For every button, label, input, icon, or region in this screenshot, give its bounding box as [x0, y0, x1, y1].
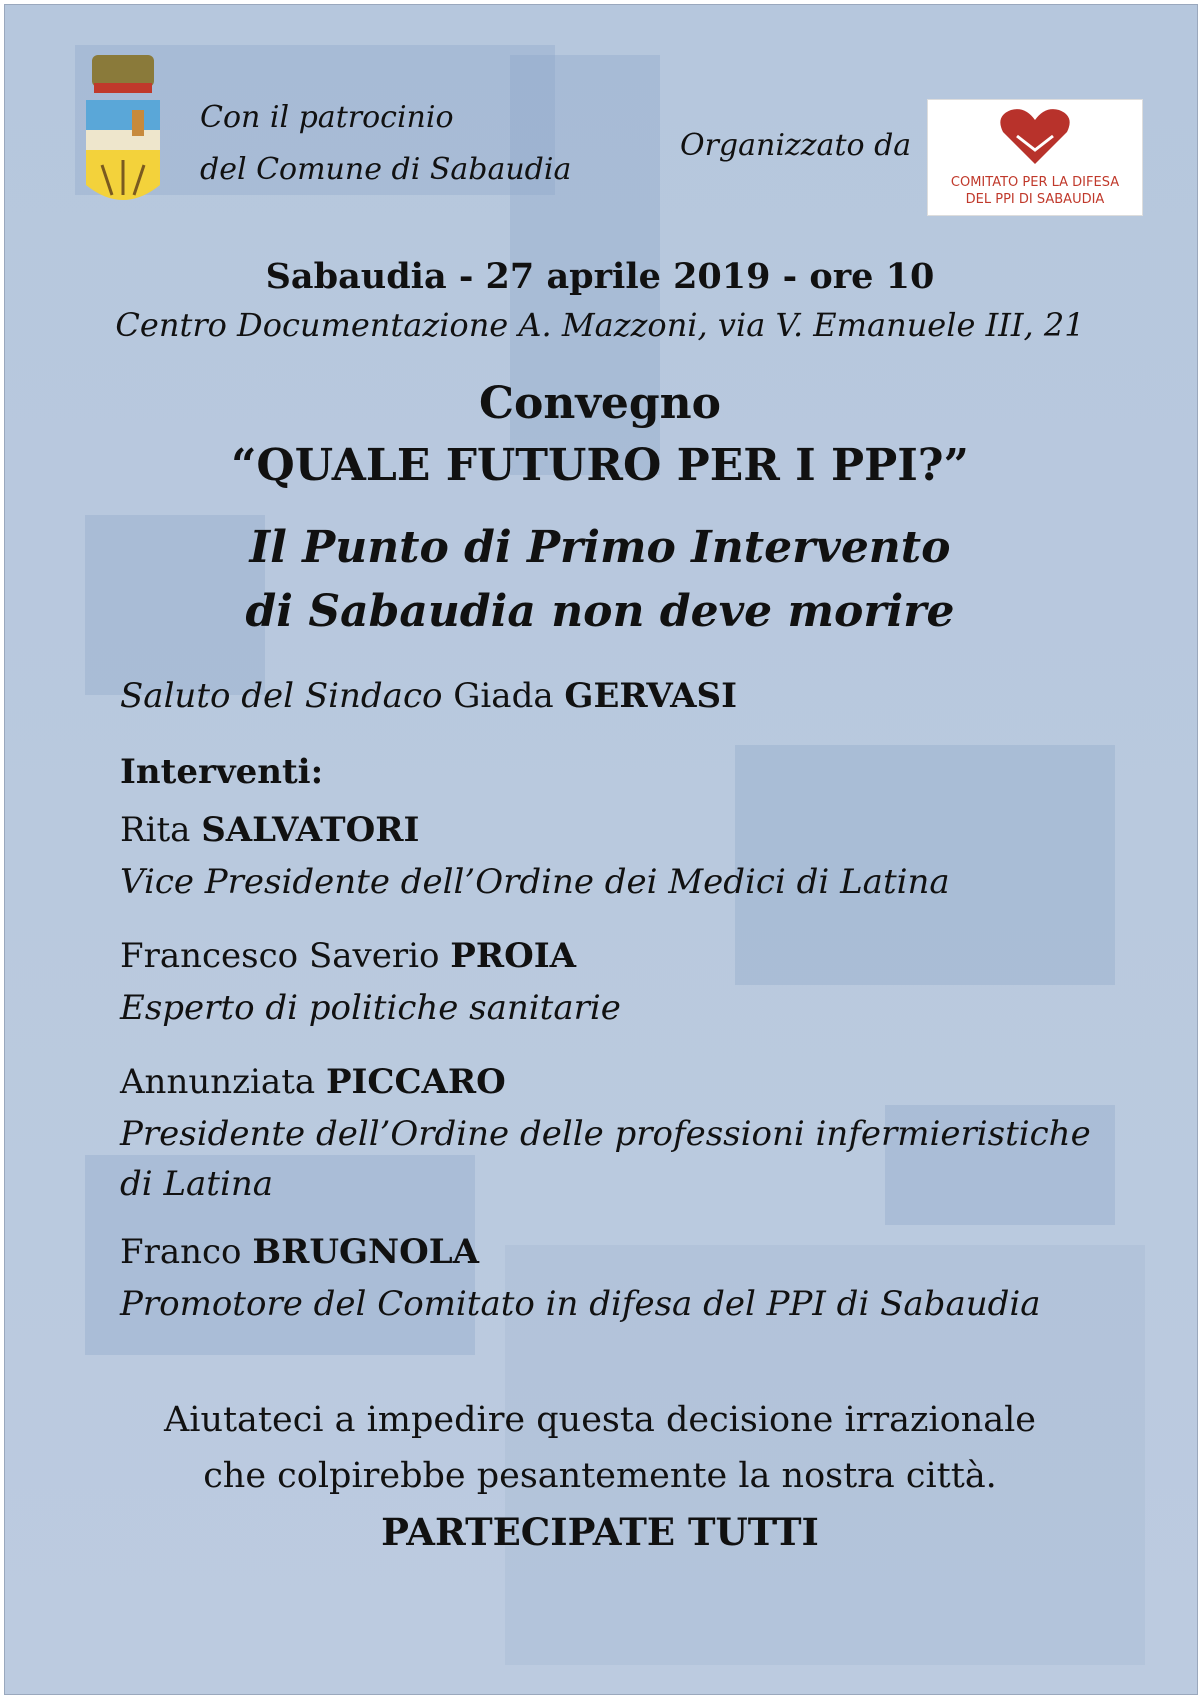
organizer-logo	[927, 99, 1143, 216]
speaker-role: Promotore del Comitato in difesa del PPI di Sabaudia	[120, 1284, 1041, 1324]
speaker-role: Presidente dell’Ordine delle professioni infermieristiche	[120, 1114, 1091, 1154]
speaker-last-name: PICCARO	[325, 1062, 506, 1102]
subtitle-line-1: Il Punto di Primo Intervento	[249, 522, 951, 573]
speaker-name	[120, 1232, 479, 1272]
heart-hands-icon	[995, 106, 1075, 166]
speaker-name	[120, 810, 419, 850]
date-line: Sabaudia - 27 aprile 2019 - ore 10	[265, 256, 935, 297]
venue: Centro Documentazione A. Mazzoni, via V. Emanuele III, 21	[115, 306, 1085, 344]
patronage-line-1: Con il patrocinio	[200, 100, 454, 135]
sabaudia-coat-of-arms-logo	[82, 55, 164, 215]
subtitle-line-2: di Sabaudia non deve morire	[245, 586, 955, 637]
speaker-last-name: PROIA	[450, 936, 576, 976]
speaker-first-name: Annunziata	[120, 1062, 316, 1102]
speaker-last-name: BRUGNOLA	[252, 1232, 480, 1272]
patronage-line-2: del Comune di Sabaudia	[200, 152, 572, 187]
organizer-logo-line-1: COMITATO PER LA DIFESA	[950, 175, 1120, 190]
closing-line-2: che colpirebbe pesantemente la nostra città.	[203, 1456, 997, 1496]
organized-by-label: Organizzato da	[680, 128, 912, 163]
speaker-first-name: Franco	[120, 1232, 242, 1272]
speaker-first-name: Rita	[120, 810, 191, 850]
organizer-logo-line-2: DEL PPI DI SABAUDIA	[965, 192, 1105, 207]
closing-line-1: Aiutateci a impedire questa decisione irrazionale	[163, 1400, 1037, 1440]
speaker-role: Esperto di politiche sanitarie	[120, 988, 621, 1028]
speaker-role-continued: di Latina	[120, 1164, 273, 1204]
mayor-greeting	[120, 676, 737, 716]
speaker-first-name: Francesco Saverio	[120, 936, 440, 976]
speakers-heading: Interventi:	[120, 752, 324, 792]
speaker-role: Vice Presidente dell’Ordine dei Medici di Latina	[120, 862, 950, 902]
mayor-last-name: GERVASI	[564, 676, 737, 716]
closing-call-to-action: PARTECIPATE TUTTI	[381, 1510, 819, 1554]
greeting-prefix: Saluto del Sindaco	[120, 676, 443, 716]
speaker-name	[120, 936, 576, 976]
speaker-last-name: SALVATORI	[201, 810, 420, 850]
event-type: Convegno	[478, 378, 722, 429]
speaker-name	[120, 1062, 506, 1102]
mayor-first-name: Giada	[453, 676, 554, 716]
event-title: “QUALE FUTURO PER I PPI?”	[231, 440, 969, 491]
